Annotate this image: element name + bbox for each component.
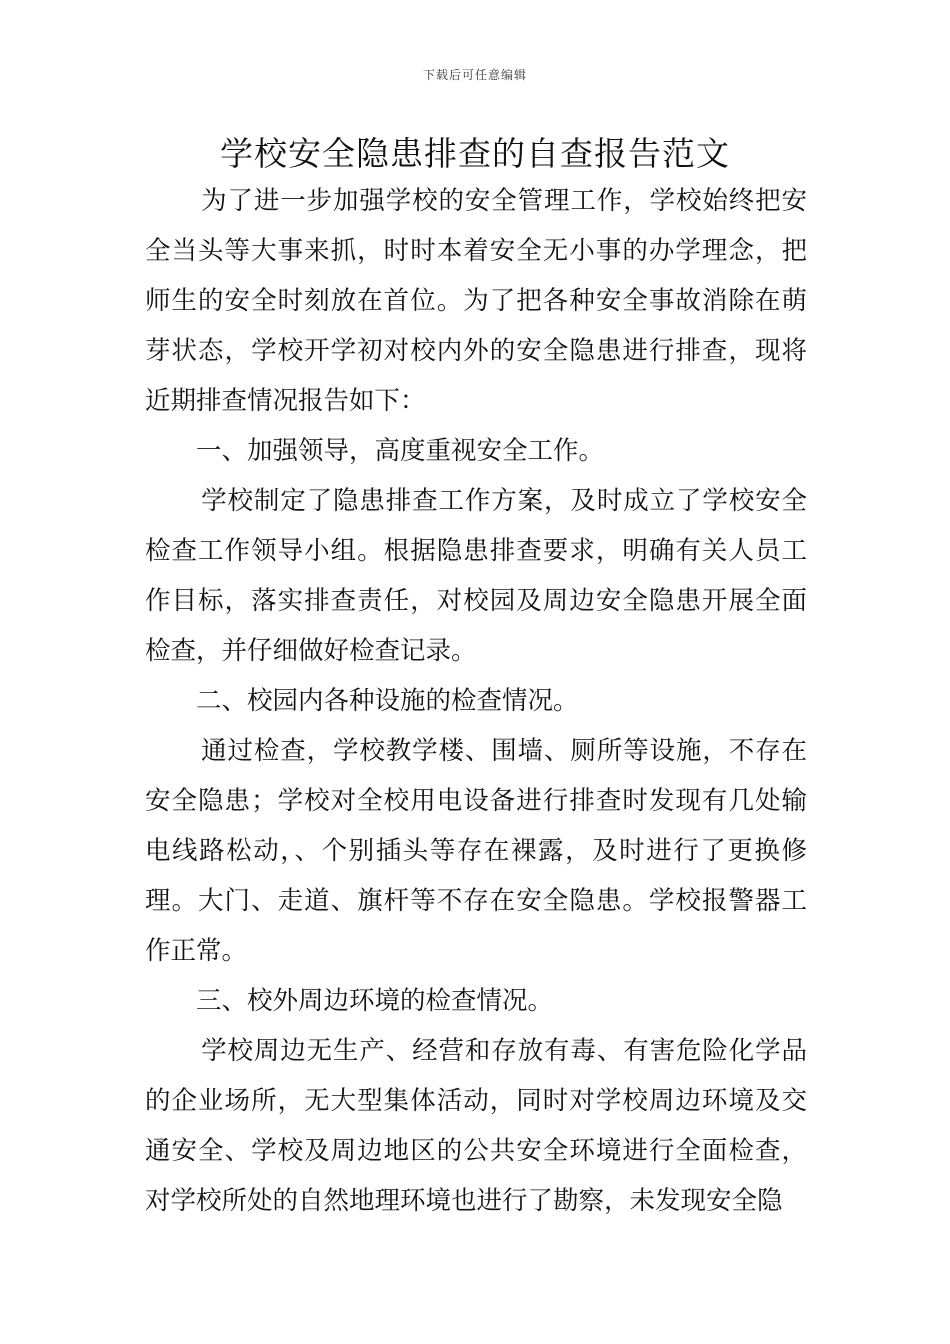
paragraph-leadership: 学校制定了隐患排查工作方案，及时成立了学校安全检查工作领导小组。根据隐患排查要求，明确有关人员工作目标，落实排查责任，对校园及周边安全隐患开展全面检查，并仔细做好检查记录。 (145, 486, 807, 666)
section-heading-1: 一、加强领导，高度重视安全工作。 (196, 436, 605, 466)
document-body (145, 176, 807, 1226)
section-heading-2: 二、校园内各种设施的检查情况。 (196, 686, 579, 716)
section-heading-3: 三、校外周边环境的检查情况。 (196, 986, 554, 1016)
paragraph-intro: 为了进一步加强学校的安全管理工作，学校始终把安全当头等大事来抓，时时本着安全无小事的办学理念，把师生的安全时刻放在首位。为了把各种安全事故消除在萌芽状态，学校开学初对校内外的安全隐患进行排查，现将近期排查情况报告如下： (145, 186, 807, 416)
document-title: 学校安全隐患排查的自查报告范文 (220, 134, 730, 173)
paragraph-facilities: 通过检查，学校教学楼、围墙、厕所等设施，不存在安全隐患；学校对全校用电设备进行排查时发现有几处输电线路松动，、个别插头等存在裸露，及时进行了更换修理。大门、走道、旗杆等不存在安全隐患。学校报警器工作正常。 (145, 736, 807, 966)
header-note: 下载后可任意编辑 (422, 68, 527, 82)
paragraph-surroundings: 学校周边无生产、经营和存放有毒、有害危险化学品的企业场所，无大型集体活动，同时对学校周边环境及交通安全、学校及周边地区的公共安全环境进行全面检查，对学校所处的自然地理环境也进行了勘察，未发现安全隐 (145, 1036, 807, 1216)
